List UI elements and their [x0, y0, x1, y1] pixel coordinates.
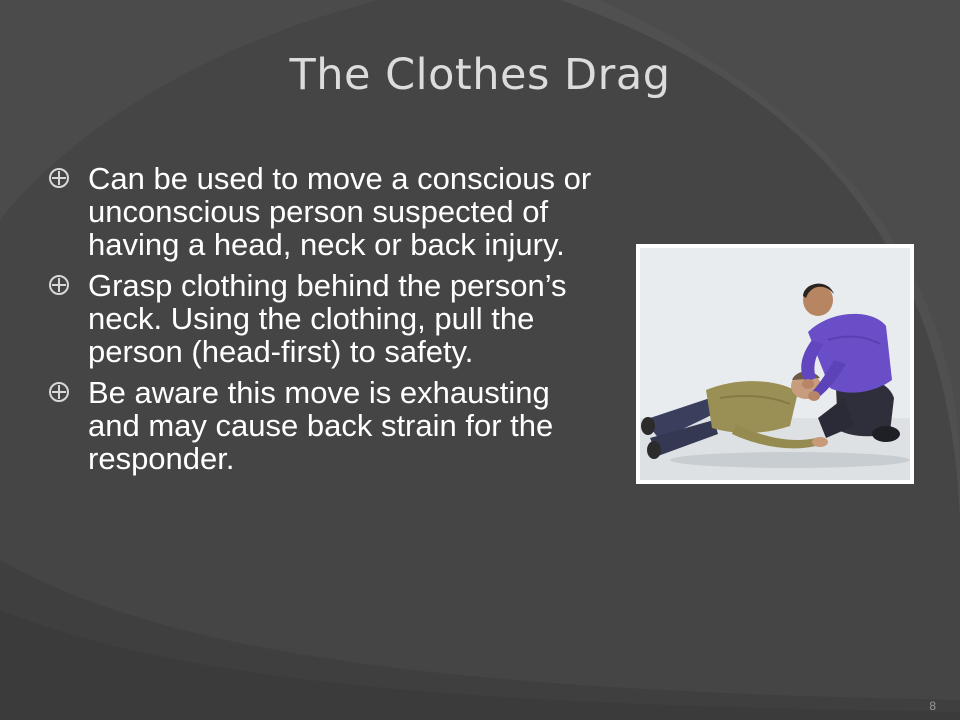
bullet-text: Can be used to move a conscious or unconscious person suspected of having a head, neck or back injury.: [88, 161, 592, 262]
bullet-text: Be aware this move is exhausting and may cause back strain for the responder.: [88, 375, 554, 476]
circle-cross-bullet-icon: [48, 274, 70, 296]
circle-cross-bullet-icon: [48, 381, 70, 403]
photo-frame: [636, 244, 914, 484]
bullet-item: [48, 162, 608, 261]
bullet-list: [48, 162, 608, 483]
slide-title: The Clothes Drag: [289, 50, 671, 100]
circle-cross-bullet-icon: [48, 167, 70, 189]
bullet-item: [48, 376, 608, 475]
bullet-item: [48, 269, 608, 368]
slide-number: 8: [929, 699, 936, 713]
person-dragging-person-illustration: [640, 248, 910, 480]
bullet-text: Grasp clothing behind the person’s neck. Using the clothing, pull the person (head-first) to safety.: [88, 268, 567, 369]
